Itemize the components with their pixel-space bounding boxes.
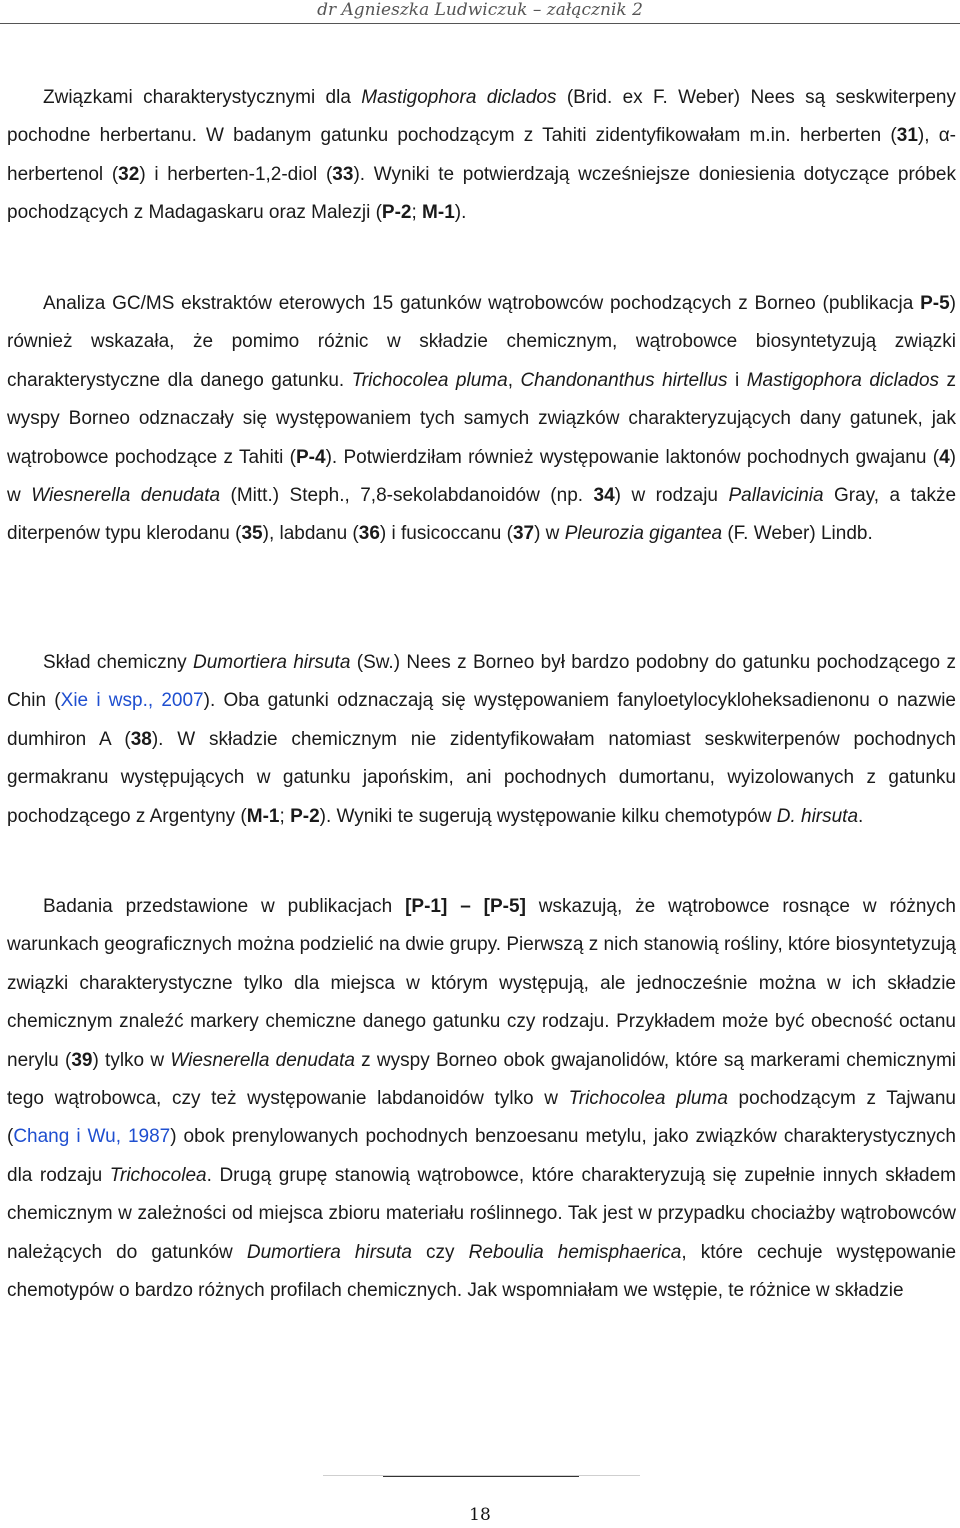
species-name: D. hirsuta <box>776 805 859 827</box>
species-name: Reboulia hemisphaerica <box>468 1241 682 1263</box>
page-number: 18 <box>469 1505 491 1525</box>
text-run: z wyspy Borneo obok gwajanolidów, które są markerami chemicznymi tego wątrobowca, czy też występowanie labdanoidów tylko w <box>7 1049 957 1110</box>
footer-divider-accent <box>383 1476 579 1477</box>
compound-number: 34 <box>593 485 615 507</box>
text-run: czy <box>411 1241 469 1263</box>
species-name: Dumortiera hirsuta <box>246 1241 412 1263</box>
compound-number: 38 <box>130 728 152 750</box>
text-run: (Brid. ex F. Weber) Nees są seskwiterpeny pochodne herbertanu. W badanym gatunku pochodzącym z Tahiti zidentyfikowałam m.in. herberten ( <box>7 87 956 147</box>
text-run: ) tylko w <box>92 1049 171 1071</box>
species-name: Mastigophora diclados <box>361 87 557 108</box>
text-run: ) w rodzaju <box>614 485 729 507</box>
text-run: ). Oba gatunki odznaczają się występowaniem fanyloetylocykloheksadienonu o nazwie dumhiron A ( <box>7 690 956 750</box>
genus-name: Trichocolea <box>109 1164 207 1186</box>
text-run: wskazują, że wątrobowce rosnące w różnych warunkach geograficznych można podzielić na dwie grupy. Pierwszą z nich stanowią rośliny, które biosyntetyzują związki charakterystyczne tylko dla miejsca w którym występują, ale jednocześnie można w ich składzie chemicznym znaleźć markery chemiczne danego gatunku czy rodzaju. Przykładem może być obecność octanu nerylu ( <box>7 896 956 1071</box>
compound-number: 36 <box>358 523 380 545</box>
publication-ref: M-1 <box>422 202 455 224</box>
compound-number: 4 <box>939 446 950 468</box>
compound-number: 37 <box>512 523 535 545</box>
compound-number: 39 <box>71 1049 93 1071</box>
publication-ref: M-1 <box>246 805 280 827</box>
genus-name: Pallavicinia <box>728 485 824 507</box>
text-run: ). Wyniki te potwierdzają wcześniejsze doniesienia dotyczące próbek pochodzących z Madagaskaru oraz Malezji ( <box>7 163 956 224</box>
paragraph-4 <box>7 888 956 1310</box>
text-run: ) w <box>534 523 565 545</box>
text-run: ) i herberten-1,2-diol ( <box>139 163 333 185</box>
species-name: Pleurozia gigantea <box>564 523 723 545</box>
header-divider <box>0 23 960 24</box>
text-run: ), labdanu ( <box>262 523 359 545</box>
publication-ref: [P-1] – [P-5] <box>405 896 526 917</box>
text-run: ), α-herbertenol ( <box>7 125 957 185</box>
text-run: z wyspy Borneo odznaczały się występowaniem tych samych związków charakteryzujących dany gatunek, jak wątrobowce pochodzące z Tahiti ( <box>7 369 957 468</box>
publication-ref: P-4 <box>296 446 326 468</box>
text-run: ). <box>454 202 467 224</box>
text-run: Badania przedstawione w publikacjach <box>43 896 406 917</box>
species-name: Trichocolea pluma <box>568 1088 728 1110</box>
compound-number: 33 <box>332 163 354 185</box>
citation-link[interactable]: Xie i wsp., 2007 <box>60 690 204 712</box>
text-run: (Sw.) Nees z Borneo był bardzo podobny do gatunku pochodzącego z Chin ( <box>7 652 956 712</box>
running-header: dr Agnieszka Ludwiczuk – załącznik 2 <box>317 0 643 20</box>
text-run: ) obok prenylowanych pochodnych benzoesanu metylu, jako związków charakterystycznych dla rodzaju <box>7 1126 956 1186</box>
species-name: Wiesnerella denudata <box>31 485 221 507</box>
text-run: pochodzącym z Tajwanu ( <box>7 1088 956 1148</box>
citation-link[interactable]: Chang i Wu, 1987 <box>13 1126 171 1148</box>
text-run: ). W składzie chemicznym nie zidentyfikowałam natomiast seskwiterpenów pochodnych germakranu występujących w gatunku japońskim, ani pochodnych dumortanu, wyizolowanych z gatunku pochodzącego z Argentyny ( <box>7 728 956 827</box>
text-run: ). Wyniki te sugerują występowanie kilku chemotypów <box>319 805 777 827</box>
species-name: Mastigophora diclados <box>746 369 940 391</box>
species-name: Wiesnerella denudata <box>170 1049 355 1071</box>
compound-number: 35 <box>241 523 263 545</box>
text-run: , które cechuje występowanie chemotypów o bardzo różnych profilach chemicznych. Jak wspomniałam we wstępie, te różnice w składzie <box>7 1241 957 1302</box>
compound-number: 31 <box>896 125 918 147</box>
text-run: Skład chemiczny <box>43 652 194 673</box>
text-run: ) również wskazała, że pomimo różnic w składzie chemicznym, wątrobowce biosyntetyzują związki charakterystyczne dla danego gatunku. <box>7 293 956 391</box>
text-run: , <box>507 369 521 391</box>
text-run: ) i fusicoccanu ( <box>379 523 513 545</box>
text-run: ; <box>411 202 423 224</box>
text-run: ). Potwierdziłam również występowanie laktonów pochodnych gwajanu ( <box>325 446 940 468</box>
text-run: Związkami charakterystycznymi dla <box>43 87 362 108</box>
text-run: (Mitt.) Steph., 7,8-sekolabdanoidów (np. <box>220 485 594 507</box>
compound-number: 32 <box>118 163 140 185</box>
paragraph-2 <box>7 285 956 554</box>
publication-ref: P-2 <box>290 805 320 827</box>
text-run: i <box>727 369 747 391</box>
publication-ref: P-2 <box>381 202 412 224</box>
paragraph-3 <box>7 644 956 836</box>
species-name: Dumortiera hirsuta <box>193 652 351 673</box>
text-run: Analiza GC/MS ekstraktów eterowych 15 gatunków wątrobowców pochodzących z Borneo (publikacja <box>43 293 921 314</box>
text-run: . Drugą grupę stanowią wątrobowce, które charakteryzują się zupełnie innych składem chemicznym w zależności od miejsca zbioru materiału roślinnego. Tak jest w przypadku chociażby wątrobowców należących do gatunków <box>7 1164 957 1263</box>
text-run: . <box>858 805 864 827</box>
text-run: Gray, a także diterpenów typu klerodanu ( <box>7 485 957 545</box>
paragraph-1 <box>7 79 956 233</box>
text-run: ; <box>279 805 291 827</box>
text-run: (F. Weber) Lindb. <box>722 523 873 545</box>
publication-ref: P-5 <box>920 293 950 314</box>
species-name: Trichocolea pluma <box>351 369 508 391</box>
species-name: Chandonanthus hirtellus <box>520 369 728 391</box>
text-run: ) w <box>7 446 956 507</box>
